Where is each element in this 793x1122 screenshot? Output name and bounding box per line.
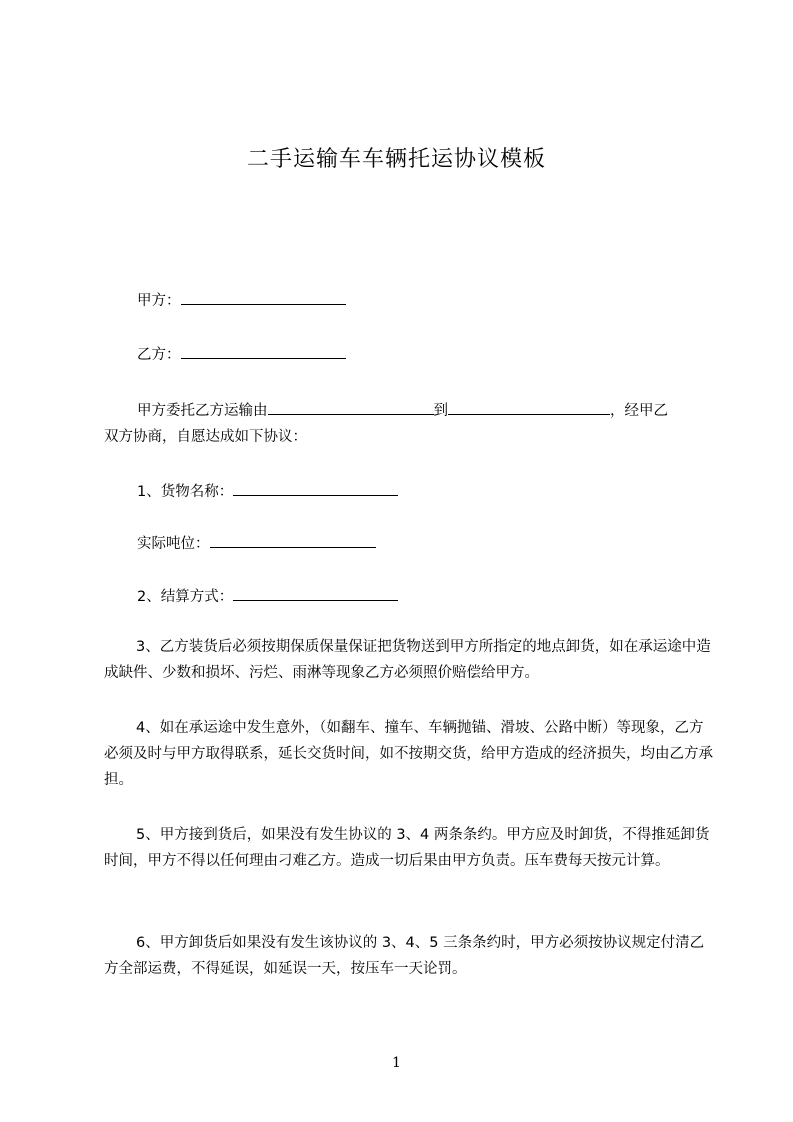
origin-blank: [268, 400, 434, 415]
party-b-line: [137, 344, 346, 365]
settlement-line: [137, 586, 398, 607]
intro-line-1: [137, 400, 668, 421]
tonnage-label: 实际吨位：: [137, 536, 210, 552]
clause-3: 3、乙方装货后必须按期保质保量保证把货物送到甲方所指定的地点卸货，如在承运途中造成缺件、少数和损坏、污烂、雨淋等现象乙方必须照价赔偿给甲方。: [104, 639, 711, 681]
party-b-blank: [181, 344, 346, 359]
goods-name-blank: [233, 481, 398, 496]
party-a-line: [137, 290, 346, 311]
clause-6: 6、甲方卸货后如果没有发生该协议的 3、4、5 三条条约时，甲方必须按协议规定付清乙方全部运费，不得延误，如延误一天，按压车一天论罚。: [104, 935, 705, 977]
destination-blank: [448, 400, 610, 415]
goods-name-label: 1、货物名称：: [137, 484, 234, 500]
party-b-label: 乙方：: [137, 347, 181, 363]
intro-suffix: ，经甲乙: [610, 403, 668, 419]
party-a-blank: [181, 290, 346, 305]
clause-4: 4、如在承运途中发生意外，（如翻车、撞车、车辆抛锚、滑坡、公路中断）等现象，乙方必须及时与甲方取得联系，延长交货时间，如不按期交货，给甲方造成的经济损失，均由乙方承担。: [104, 720, 713, 788]
intro-prefix: 甲方委托乙方运输由: [137, 403, 268, 419]
goods-name-line: [137, 481, 398, 502]
page-number: 1: [392, 1055, 401, 1071]
party-a-label: 甲方：: [137, 293, 181, 309]
document-title: 二手运输车车辆托运协议模板: [246, 147, 546, 172]
intro-mid: 到: [433, 403, 448, 419]
settlement-label: 2、结算方式：: [137, 589, 234, 605]
tonnage-blank: [210, 533, 376, 548]
intro-line-2: 双方协商，自愿达成如下协议：: [104, 429, 307, 445]
tonnage-line: [137, 533, 376, 554]
settlement-blank: [233, 586, 398, 601]
clause-5: 5、甲方接到货后，如果没有发生协议的 3、4 两条条约。甲方应及时卸货，不得推延卸货时间，甲方不得以任何理由刁难乙方。造成一切后果由甲方负责。压车费每天按元计算。: [104, 827, 710, 869]
